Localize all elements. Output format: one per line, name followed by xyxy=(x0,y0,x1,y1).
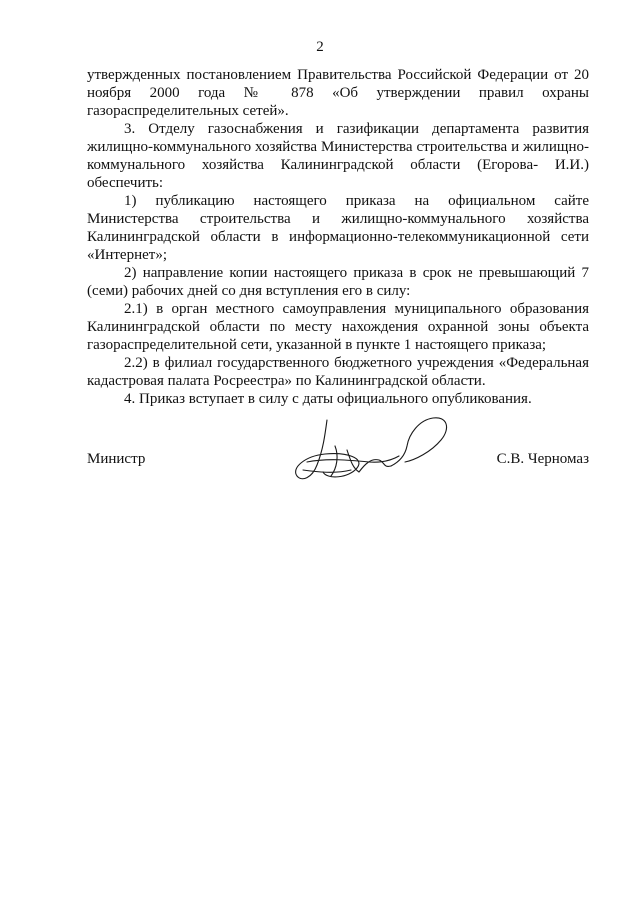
signatory-title: Министр xyxy=(87,451,146,467)
document-body xyxy=(87,66,589,408)
paragraph-continuation: утвержденных постановлением Правительства Российской Федерации от 20 ноября 2000 года № 878 «Об утверждении правил охраны газораспределительных сетей». xyxy=(87,67,589,119)
paragraph-item-3-2-2: 2.2) в филиал государственного бюджетного учреждения «Федеральная кадастровая палата Росреестра» по Калининградской области. xyxy=(87,355,589,389)
paragraph-item-3-2-1: 2.1) в орган местного самоуправления муниципального образования Калининградской области по месту нахождения охранной зоны объекта газораспределительной сети, указанной в пункте 1 настоящего приказа; xyxy=(87,301,589,353)
handwritten-signature xyxy=(287,410,467,490)
paragraph-item-3-1: 1) публикацию настоящего приказа на официальном сайте Министерства строительства и жилищно-коммунального хозяйства Калининградской области в информационно-телекоммуникационной сети «Интернет»; xyxy=(87,193,589,263)
paragraph-item-4: 4. Приказ вступает в силу с даты официального опубликования. xyxy=(124,391,532,407)
paragraph-item-3: 3. Отделу газоснабжения и газификации департамента развития жилищно-коммунального хозяйства Министерства строительства и жилищно-коммунального хозяйства Калининградской области (Егорова- И.И.) обеспечить: xyxy=(87,121,589,191)
page-number: 2 xyxy=(316,39,324,55)
signature-block xyxy=(87,410,589,480)
signatory-name: С.В. Черномаз xyxy=(496,451,589,467)
paragraph-item-3-2: 2) направление копии настоящего приказа в срок не превышающий 7 (семи) рабочих дней со дня вступления его в силу: xyxy=(87,265,589,299)
